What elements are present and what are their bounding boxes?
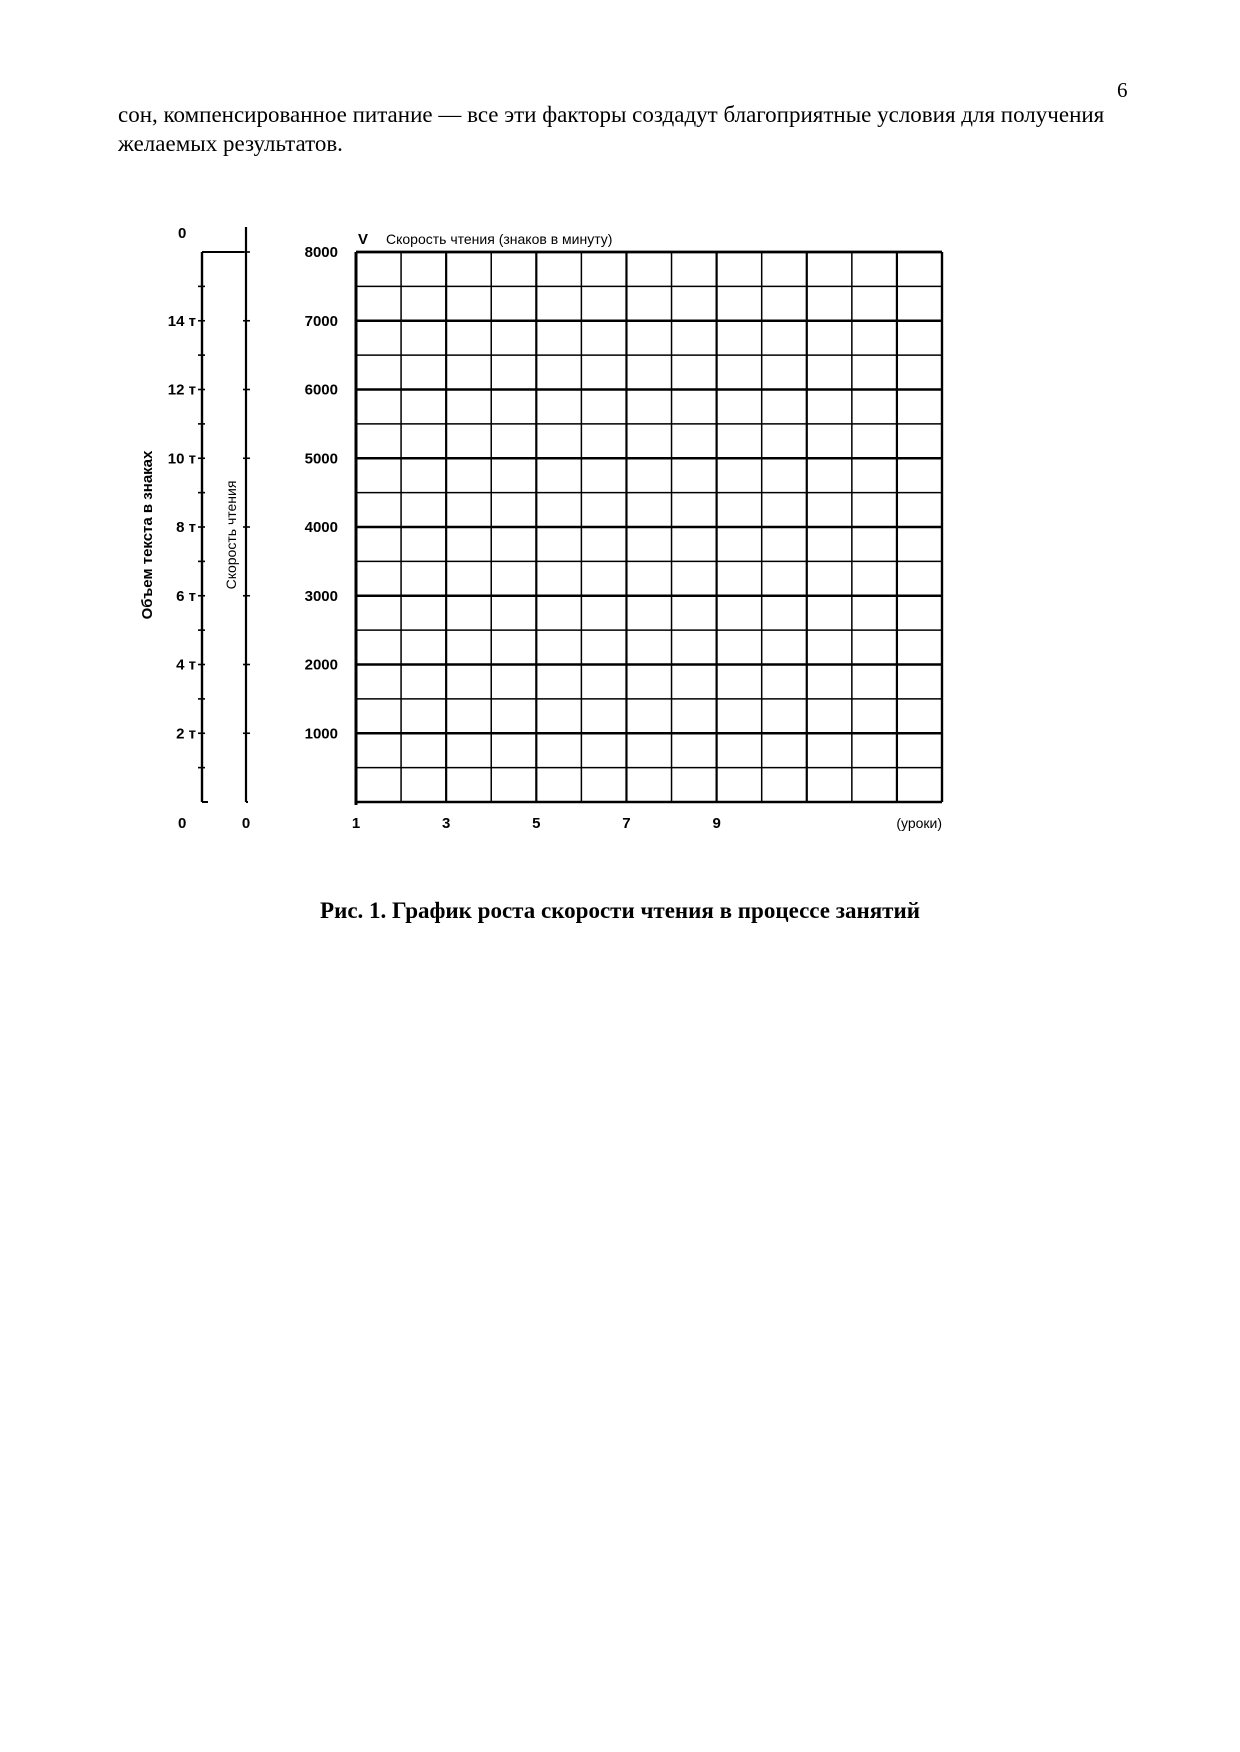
volume-axis-zero-top: 0: [178, 225, 187, 242]
chart-labels: [139, 225, 942, 832]
body-paragraph: сон, компенсированное питание — все эти факторы создадут благоприятные условия для получения желаемых результатов.: [118, 102, 1105, 156]
volume-tick-label: 6 т: [176, 587, 196, 605]
speed-axis-label: Скорость чтения: [223, 480, 239, 590]
x-tick-label: 5: [532, 815, 541, 832]
y-tick-label: 8000: [304, 244, 338, 261]
volume-axis-zero-bottom: 0: [178, 815, 187, 832]
volume-tick-label: 2 т: [176, 725, 196, 743]
x-tick-label: 9: [712, 815, 721, 832]
chart-title: Скорость чтения (знаков в минуту): [386, 231, 613, 247]
x-tick-label: 7: [622, 815, 631, 832]
x-tick-label: 3: [441, 815, 451, 832]
volume-tick-label: 8 т: [176, 519, 196, 536]
y-tick-label: 4000: [304, 519, 338, 536]
page-number: 6: [1117, 78, 1128, 102]
figure-caption: Рис. 1. График роста скорости чтения в процессе занятий: [320, 898, 920, 923]
y-tick-label: 1000: [304, 725, 338, 743]
y-tick-label: 2000: [304, 656, 338, 674]
chart-grid: [356, 252, 942, 802]
y-tick-label: 6000: [304, 381, 338, 399]
volume-tick-label: 12 т: [167, 381, 196, 399]
volume-axis-label: Объем текста в знаках: [139, 450, 156, 620]
y-tick-label: 7000: [304, 312, 338, 330]
y-axis-symbol: V: [358, 231, 369, 248]
volume-tick-label: 4 т: [176, 656, 196, 674]
reading-speed-chart: [100, 205, 960, 845]
x-tick-label: 1: [351, 815, 361, 832]
speed-axis-zero-bottom: 0: [241, 815, 251, 832]
y-tick-label: 3000: [304, 587, 338, 605]
y-tick-label: 5000: [304, 450, 338, 468]
volume-tick-label: 10 т: [167, 450, 196, 468]
x-axis-label: (уроки): [896, 815, 942, 831]
volume-tick-label: 14 т: [167, 312, 196, 330]
